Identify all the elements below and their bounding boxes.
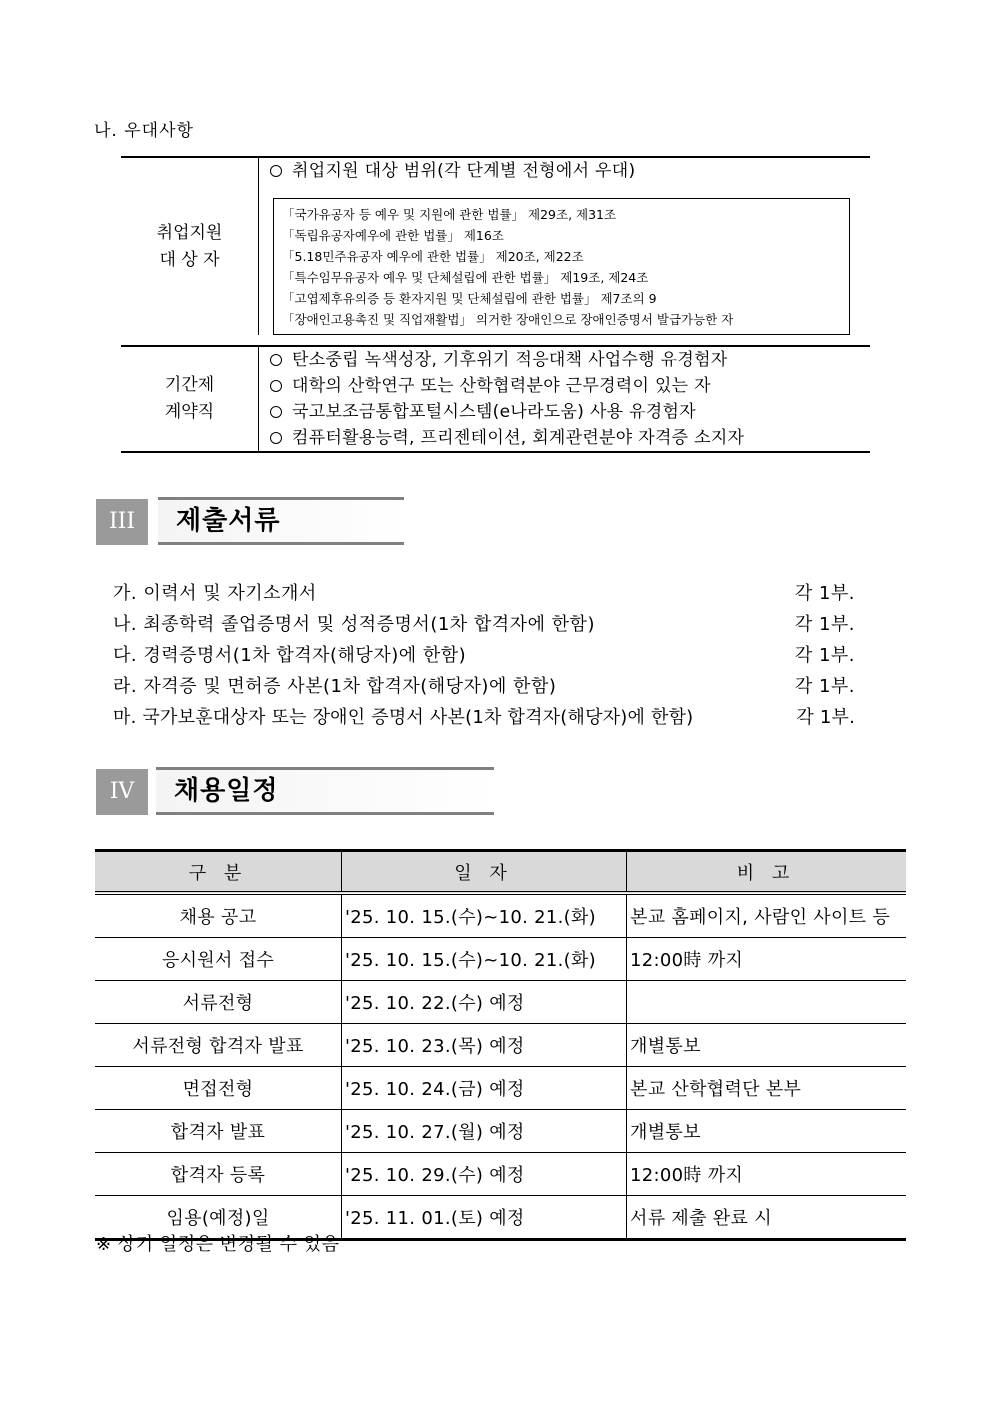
law-item: 「5.18민주유공자 예우에 관한 법률」 제20조, 제22조 [282,249,584,264]
stage-cell: 응시원서 접수 [95,938,342,981]
column-header: 구 분 [95,851,342,894]
document-qty: 각 1부. [794,645,855,666]
row-label-line: 기간제 [164,375,215,395]
column-header: 일 자 [342,851,627,894]
bullet-item [270,399,870,425]
table-row [95,1153,906,1196]
law-item: 「장애인고용촉진 및 직업재활법」 의거한 장애인으로 장애인증명서 발급가능한 자 [282,312,734,327]
document-name: 가. 이력서 및 자기소개서 [113,583,317,604]
table-header-row [95,851,906,894]
row-label-line: 대 상 자 [159,249,220,270]
table-row [95,938,906,981]
note-cell: 개별통보 [627,1110,907,1153]
schedule-table [95,849,906,1241]
document-item [113,702,855,733]
stage-cell: 합격자 발표 [95,1110,342,1153]
required-documents-list [113,578,855,733]
preference-row-employment-support [121,156,870,335]
section-title-box [158,497,404,545]
table-row [95,1024,906,1067]
date-cell: '25. 10. 23.(목) 예정 [342,1024,627,1067]
bullet-item [270,158,870,184]
circle-bullet-icon [270,406,282,418]
document-qty: 각 1부. [796,707,855,728]
stage-cell: 서류전형 합격자 발표 [95,1024,342,1067]
note-cell: 본교 홈페이지, 사람인 사이트 등 [627,893,907,938]
law-item: 「특수임무유공자 예우 및 단체설립에 관한 법률」 제19조, 제24조 [282,270,649,285]
stage-cell: 합격자 등록 [95,1153,342,1196]
note-cell: 개별통보 [627,1024,907,1067]
circle-bullet-icon [270,432,282,444]
bullet-text: 대학의 산학연구 또는 산학협력분야 근무경력이 있는 자 [292,376,711,396]
table-row [95,893,906,938]
document-item [113,578,855,609]
document-name: 마. 국가보훈대상자 또는 장애인 증명서 사본(1차 합격자(해당자)에 한함) [113,707,694,728]
bullet-item [270,425,870,451]
date-cell: '25. 11. 01.(토) 예정 [342,1196,627,1240]
date-cell: '25. 10. 22.(수) 예정 [342,981,627,1024]
law-list-box [273,198,850,335]
row-content [258,158,870,335]
document-name: 다. 경력증명서(1차 합격자(해당자)에 한함) [113,645,467,666]
bullet-text: 컴퓨터활용능력, 프리젠테이션, 회계관련분야 자격증 소지자 [292,428,745,448]
document-name: 나. 최종학력 졸업증명서 및 성적증명서(1차 합격자에 한함) [113,614,595,635]
document-qty: 각 1부. [794,583,855,604]
date-cell: '25. 10. 15.(수)~10. 21.(화) [342,938,627,981]
stage-cell: 서류전형 [95,981,342,1024]
table-row [95,981,906,1024]
column-header: 비 고 [627,851,907,894]
bullet-text: 탄소중립 녹색성장, 기후위기 적응대책 사업수행 유경험자 [292,350,728,370]
law-item: 「국가유공자 등 예우 및 지원에 관한 법률」 제29조, 제31조 [282,207,617,222]
document-name: 라. 자격증 및 면허증 사본(1차 합격자(해당자)에 한함) [113,676,557,697]
date-cell: '25. 10. 29.(수) 예정 [342,1153,627,1196]
note-cell: 서류 제출 완료 시 [627,1196,907,1240]
preference-row-contract [121,345,870,451]
row-label-line: 취업지원 [156,222,223,243]
row-label-line: 계약직 [164,402,215,422]
date-cell: '25. 10. 24.(금) 예정 [342,1067,627,1110]
schedule-note: ※ 상기 일정은 변경될 수 있음 [96,1234,340,1255]
note-cell: 12:00時 까지 [627,1153,907,1196]
circle-bullet-icon [270,380,282,392]
document-qty: 각 1부. [794,676,855,697]
section-number-badge: IV [96,769,148,815]
section-title: 제출서류 [176,506,281,536]
date-cell: '25. 10. 27.(월) 예정 [342,1110,627,1153]
note-cell [627,981,907,1024]
bullet-item [270,373,870,399]
note-cell: 12:00時 까지 [627,938,907,981]
bullet-item [270,347,870,373]
note-cell: 본교 산학협력단 본부 [627,1067,907,1110]
bullet-text: 국고보조금통합포털시스템(e나라도움) 사용 유경험자 [292,402,696,422]
circle-bullet-icon [270,165,282,177]
document-qty: 각 1부. [794,614,855,635]
document-item [113,609,855,640]
document-item [113,671,855,702]
stage-cell: 면접전형 [95,1067,342,1110]
preference-table [121,156,870,453]
row-label [121,158,259,335]
preference-heading: 나. 우대사항 [94,121,194,141]
section-title: 채용일정 [174,776,279,806]
law-item: 「독립유공자예우에 관한 법률」 제16조 [282,228,504,243]
document-item [113,640,855,671]
date-cell: '25. 10. 15.(수)~10. 21.(화) [342,893,627,938]
row-label [121,347,259,451]
circle-bullet-icon [270,354,282,366]
stage-cell: 채용 공고 [95,893,342,938]
stage-cell: 임용(예정)일 [95,1196,342,1240]
row-content [258,347,870,451]
bullet-text: 취업지원 대상 범위(각 단계별 전형에서 우대) [292,161,636,181]
law-item: 「고엽제후유의증 등 환자지원 및 단체설립에 관한 법률」 제7조의 9 [282,291,657,306]
table-row [95,1110,906,1153]
section-title-box [156,767,494,815]
section-number-badge: III [96,499,148,545]
table-row [95,1067,906,1110]
